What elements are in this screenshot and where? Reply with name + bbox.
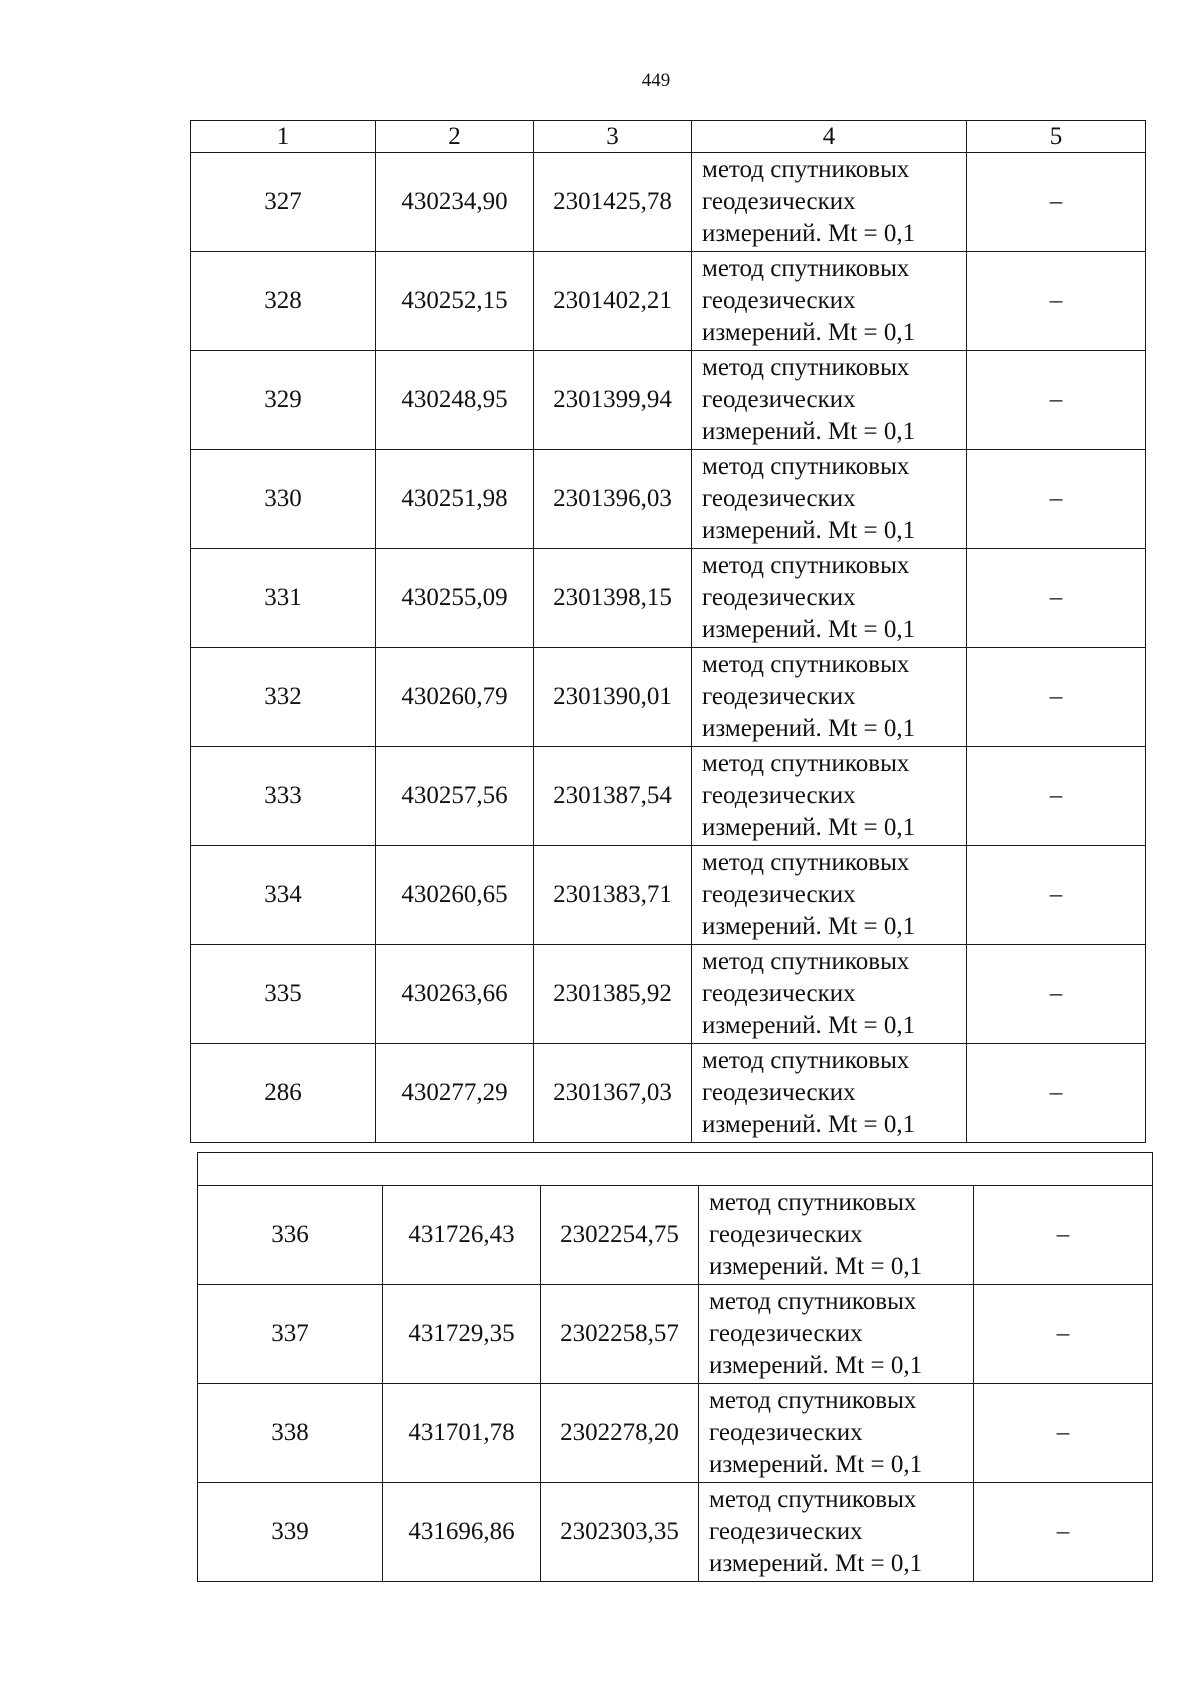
point-number-cell: 328	[191, 252, 376, 351]
x-coordinate-cell: 430248,95	[376, 351, 534, 450]
method-line: геодезических	[702, 1079, 856, 1106]
method-cell	[692, 846, 967, 945]
y-coordinate-cell: 2301396,03	[534, 450, 692, 549]
method-cell	[692, 945, 967, 1044]
description-cell: –	[967, 1044, 1146, 1143]
description-cell: –	[967, 747, 1146, 846]
method-line: измерений. Mt = 0,1	[709, 1352, 923, 1379]
method-line: измерений. Mt = 0,1	[702, 319, 916, 346]
separator-cell	[198, 1153, 1153, 1186]
column-header-4: 4	[692, 121, 967, 153]
method-line: геодезических	[702, 386, 856, 413]
method-line: метод спутниковых	[709, 1486, 917, 1513]
y-coordinate-cell: 2301425,78	[534, 153, 692, 252]
separator-row	[198, 1153, 1153, 1186]
x-coordinate-cell: 430251,98	[376, 450, 534, 549]
method-cell	[699, 1186, 974, 1285]
method-cell	[699, 1285, 974, 1384]
method-line: геодезических	[702, 980, 856, 1007]
method-line: метод спутниковых	[702, 849, 910, 876]
table-row	[198, 1285, 1153, 1384]
y-coordinate-cell: 2302258,57	[541, 1285, 699, 1384]
method-cell	[692, 648, 967, 747]
method-line: измерений. Mt = 0,1	[709, 1253, 923, 1280]
method-line: измерений. Mt = 0,1	[702, 517, 916, 544]
y-coordinate-cell: 2302254,75	[541, 1186, 699, 1285]
description-cell: –	[967, 549, 1146, 648]
y-coordinate-cell: 2301387,54	[534, 747, 692, 846]
method-cell	[692, 252, 967, 351]
method-line: метод спутниковых	[702, 255, 910, 282]
point-number-cell: 337	[198, 1285, 383, 1384]
point-number-cell: 329	[191, 351, 376, 450]
x-coordinate-cell: 430234,90	[376, 153, 534, 252]
x-coordinate-cell: 431726,43	[383, 1186, 541, 1285]
column-header-3: 3	[534, 121, 692, 153]
method-line: измерений. Mt = 0,1	[702, 1012, 916, 1039]
method-line: измерений. Mt = 0,1	[702, 220, 916, 247]
method-line: метод спутниковых	[702, 552, 910, 579]
method-line: метод спутниковых	[702, 948, 910, 975]
point-number-cell: 330	[191, 450, 376, 549]
method-line: геодезических	[702, 485, 856, 512]
x-coordinate-cell: 431729,35	[383, 1285, 541, 1384]
method-line: геодезических	[709, 1518, 863, 1545]
description-cell: –	[974, 1384, 1153, 1483]
y-coordinate-cell: 2302278,20	[541, 1384, 699, 1483]
table-row	[191, 450, 1146, 549]
y-coordinate-cell: 2301367,03	[534, 1044, 692, 1143]
method-cell	[699, 1483, 974, 1582]
description-cell: –	[967, 846, 1146, 945]
method-cell	[692, 747, 967, 846]
description-cell: –	[974, 1285, 1153, 1384]
x-coordinate-cell: 431701,78	[383, 1384, 541, 1483]
table-header-row	[191, 121, 1146, 153]
point-number-cell: 286	[191, 1044, 376, 1143]
description-cell: –	[974, 1483, 1153, 1582]
page-number: 449	[641, 70, 671, 91]
table-row	[198, 1186, 1153, 1285]
x-coordinate-cell: 430277,29	[376, 1044, 534, 1143]
method-line: геодезических	[702, 188, 856, 215]
point-number-cell: 334	[191, 846, 376, 945]
method-line: геодезических	[709, 1320, 863, 1347]
method-cell	[692, 153, 967, 252]
method-line: метод спутниковых	[702, 1047, 910, 1074]
table-row	[191, 252, 1146, 351]
column-header-5: 5	[967, 121, 1146, 153]
description-cell: –	[967, 945, 1146, 1044]
point-number-cell: 336	[198, 1186, 383, 1285]
x-coordinate-cell: 430260,65	[376, 846, 534, 945]
method-line: геодезических	[702, 287, 856, 314]
description-cell: –	[967, 153, 1146, 252]
method-line: геодезических	[702, 584, 856, 611]
method-line: измерений. Mt = 0,1	[709, 1451, 923, 1478]
table-body-continued	[198, 1153, 1153, 1582]
y-coordinate-cell: 2301390,01	[534, 648, 692, 747]
y-coordinate-cell: 2301399,94	[534, 351, 692, 450]
method-line: метод спутниковых	[702, 453, 910, 480]
y-coordinate-cell: 2302303,35	[541, 1483, 699, 1582]
description-cell: –	[967, 351, 1146, 450]
method-cell	[692, 1044, 967, 1143]
description-cell: –	[967, 252, 1146, 351]
method-line: метод спутниковых	[702, 156, 910, 183]
table-row	[198, 1384, 1153, 1483]
method-line: геодезических	[709, 1221, 863, 1248]
method-cell	[699, 1384, 974, 1483]
method-line: измерений. Mt = 0,1	[702, 715, 916, 742]
point-number-cell: 331	[191, 549, 376, 648]
description-cell: –	[967, 648, 1146, 747]
column-header-1: 1	[191, 121, 376, 153]
x-coordinate-cell: 430263,66	[376, 945, 534, 1044]
point-number-cell: 333	[191, 747, 376, 846]
table-row	[191, 846, 1146, 945]
method-line: метод спутниковых	[702, 750, 910, 777]
table-row	[191, 351, 1146, 450]
point-number-cell: 327	[191, 153, 376, 252]
table-row	[191, 549, 1146, 648]
point-number-cell: 335	[191, 945, 376, 1044]
table-row	[191, 1044, 1146, 1143]
method-line: измерений. Mt = 0,1	[702, 913, 916, 940]
method-cell	[692, 450, 967, 549]
method-line: геодезических	[702, 782, 856, 809]
x-coordinate-cell: 430257,56	[376, 747, 534, 846]
table-row	[191, 648, 1146, 747]
y-coordinate-cell: 2301383,71	[534, 846, 692, 945]
method-line: метод спутниковых	[702, 354, 910, 381]
coordinates-table	[190, 120, 1146, 1143]
method-line: геодезических	[702, 683, 856, 710]
y-coordinate-cell: 2301402,21	[534, 252, 692, 351]
table-row	[191, 747, 1146, 846]
description-cell: –	[974, 1186, 1153, 1285]
method-line: метод спутниковых	[709, 1387, 917, 1414]
x-coordinate-cell: 430255,09	[376, 549, 534, 648]
description-cell: –	[967, 450, 1146, 549]
point-number-cell: 332	[191, 648, 376, 747]
table-row	[191, 153, 1146, 252]
y-coordinate-cell: 2301398,15	[534, 549, 692, 648]
method-line: геодезических	[702, 881, 856, 908]
method-line: измерений. Mt = 0,1	[702, 814, 916, 841]
method-cell	[692, 549, 967, 648]
method-line: метод спутниковых	[709, 1288, 917, 1315]
method-line: метод спутниковых	[702, 651, 910, 678]
table-row	[191, 945, 1146, 1044]
table-body	[191, 121, 1146, 1143]
x-coordinate-cell: 430252,15	[376, 252, 534, 351]
coordinates-table-continued	[197, 1152, 1153, 1582]
method-line: измерений. Mt = 0,1	[702, 418, 916, 445]
method-line: измерений. Mt = 0,1	[702, 616, 916, 643]
point-number-cell: 339	[198, 1483, 383, 1582]
x-coordinate-cell: 431696,86	[383, 1483, 541, 1582]
method-line: геодезических	[709, 1419, 863, 1446]
method-line: метод спутниковых	[709, 1189, 917, 1216]
method-line: измерений. Mt = 0,1	[709, 1550, 923, 1577]
method-cell	[692, 351, 967, 450]
column-header-2: 2	[376, 121, 534, 153]
y-coordinate-cell: 2301385,92	[534, 945, 692, 1044]
x-coordinate-cell: 430260,79	[376, 648, 534, 747]
point-number-cell: 338	[198, 1384, 383, 1483]
method-line: измерений. Mt = 0,1	[702, 1111, 916, 1138]
table-row	[198, 1483, 1153, 1582]
